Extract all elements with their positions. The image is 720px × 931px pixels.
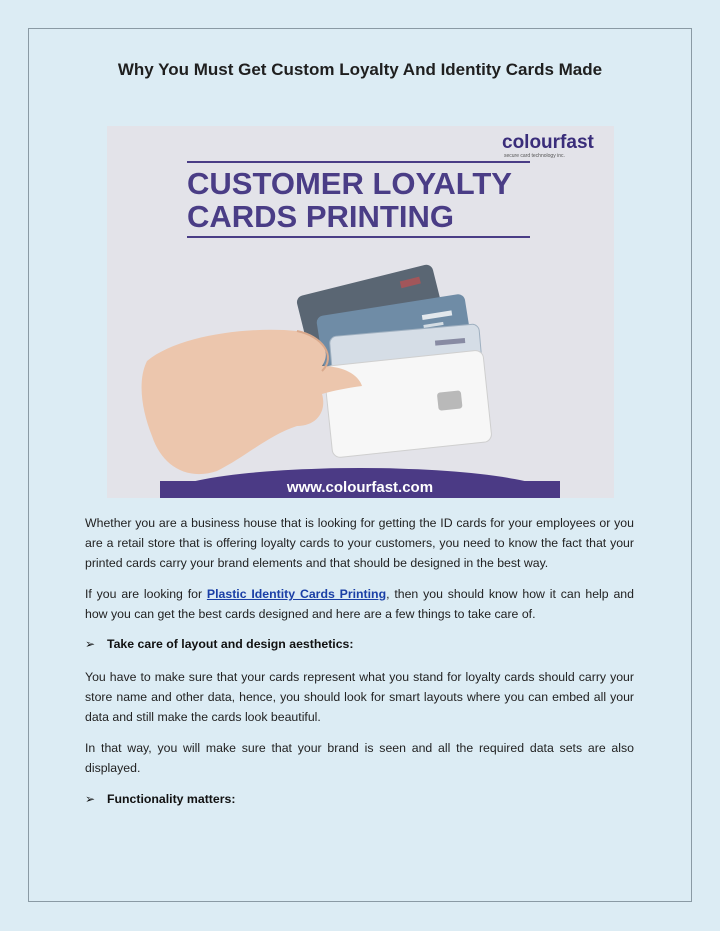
hero-url: www.colourfast.com [286, 479, 434, 496]
brand-tagline: secure card technology inc. [504, 153, 565, 159]
page-title: Why You Must Get Custom Loyalty And Identity Cards Made [117, 60, 603, 79]
plastic-identity-cards-link[interactable]: Plastic Identity Cards Printing [206, 587, 387, 601]
arrow-bullet-icon: ➢ [85, 637, 96, 651]
bullet-functionality-label: Functionality matters: [107, 792, 236, 806]
headline-line-2: CARDS PRINTING [187, 199, 454, 234]
card-chip [437, 390, 463, 410]
paragraph-link [85, 584, 634, 624]
bullet-layout-design-label: Take care of layout and design aesthetics: [107, 637, 354, 651]
headline-line-1: CUSTOMER LOYALTY [187, 166, 512, 201]
paragraph-brand: In that way, you will make sure that your brand is seen and all the required data sets are also displayed. [85, 741, 634, 775]
paragraph-link-before: If you are looking for [85, 587, 207, 601]
paragraph-layout: You have to make sure that your cards represent what you stand for loyalty cards should carry your store name and other data, hence, you should look for smart layouts where you can embed all your data and still make the cards look beautiful. [85, 670, 634, 724]
hero-graphic [107, 126, 614, 498]
paragraph-intro: Whether you are a business house that is looking for getting the ID cards for your employees or you are a retail store that is offering loyalty cards to your customers, you need to know the fact that your printed cards carry your brand elements and that should be designed in the best way. [85, 516, 634, 570]
white-card [323, 350, 492, 458]
arrow-bullet-icon: ➢ [85, 792, 96, 806]
bullet-layout-design [85, 634, 634, 654]
paragraph-link-after: , then you should know how it can help and how you can get the best cards designed and here are a few things to take care of. [85, 587, 634, 621]
bullet-functionality [85, 789, 634, 809]
hero-image [107, 126, 614, 498]
brand-name: colourfast [502, 132, 594, 153]
